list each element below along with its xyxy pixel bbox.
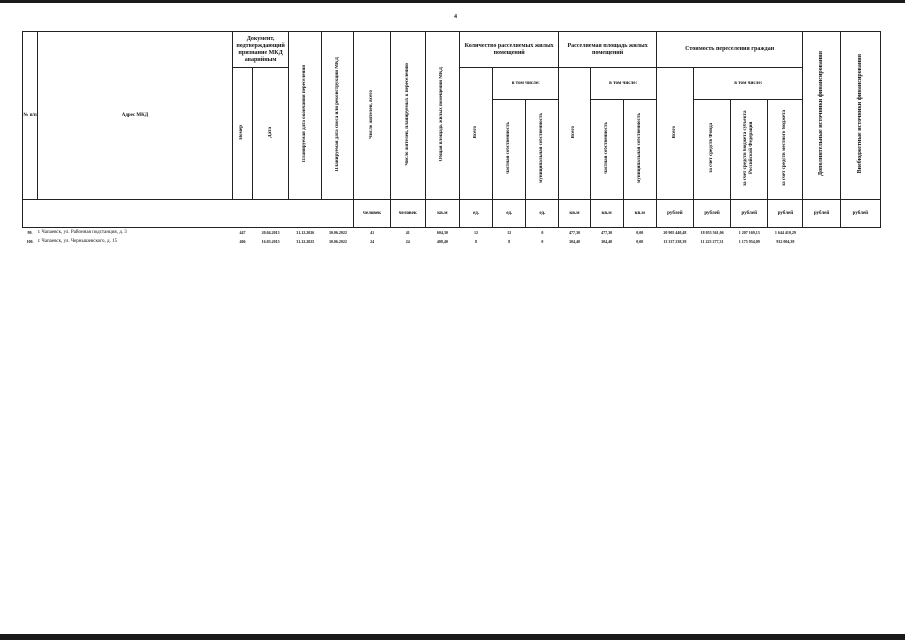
units-spacer [23, 200, 354, 228]
header-residents-planned: Число жителей, планируемых к переселению [390, 32, 425, 200]
bottom-border-rule [0, 634, 905, 640]
header-row-no: № п/п [23, 32, 38, 200]
row-doc-date: 16.03.2015 [261, 238, 280, 244]
header-rooms-private: частная собственность [493, 100, 526, 200]
top-border-rule [0, 0, 905, 3]
row-address: г. Чапаевск, ул. Районная подстанция, д. 3 [37, 229, 127, 235]
row-residents-total: 41 [370, 229, 375, 235]
row-address: г. Чапаевск, ул. Чернышевского, д. 15 [37, 238, 118, 244]
row-number: 100. [26, 238, 34, 244]
row-extrabudget [840, 228, 880, 237]
unit-cost-fund: рублей [693, 200, 730, 228]
page-number: 4 [454, 14, 457, 20]
row-rooms-private: 8 [508, 238, 511, 244]
row-rooms-private: 12 [507, 229, 512, 235]
unit-residents-total: человек [354, 200, 390, 228]
header-area-group: Расселяемая площадь жилых помещений [559, 32, 656, 68]
header-extra-sources: Дополнительные источники финансирования [803, 32, 840, 200]
row-area-private: 477,30 [601, 229, 613, 235]
row-end-date: 31.12.2026 [296, 229, 315, 235]
unit-cost-total: рублей [656, 200, 693, 228]
header-rooms-municipal: муниципальная собственность [526, 100, 559, 200]
header-rooms-group: Количество расселяемых жилых помещений [459, 32, 558, 68]
row-cost-total: 20 905 440,48 [663, 229, 687, 235]
row-doc-number: 406 [239, 238, 246, 244]
header-planned-end-date: Планируемая дата окончания переселения [289, 32, 322, 200]
header-extrabudget-sources: Внебюджетные источники финансирования [840, 32, 880, 200]
unit-area-municipal: кв.м [623, 200, 656, 228]
row-extra [803, 237, 840, 246]
header-cost-fund: за счет средств Фонда [693, 100, 730, 200]
row-residents-total: 24 [370, 238, 375, 244]
unit-extrabudget: рублей [840, 200, 880, 228]
row-area-municipal: 0,00 [636, 229, 644, 235]
row-area-total: 304,40 [568, 238, 580, 244]
row-rooms-total: 8 [475, 238, 478, 244]
unit-rooms-private: ед. [493, 200, 526, 228]
row-rooms-municipal: 0 [541, 238, 544, 244]
row-end-date: 31.12.2025 [296, 238, 315, 244]
header-planned-demolition-date: Планируемая дата сноса или реконструкции МКД [322, 32, 354, 200]
header-doc-number: Номер [232, 68, 252, 200]
header-cost-group: Стоимость переселения граждан [656, 32, 803, 68]
header-cost-incl: в том числе: [693, 68, 803, 100]
table-row [23, 237, 881, 246]
row-demolition-date: 30.06.2022 [328, 229, 347, 235]
row-area-municipal: 0,00 [636, 238, 644, 244]
unit-cost-subject: рублей [731, 200, 768, 228]
header-doc-date: Дата [253, 68, 289, 200]
header-area-municipal: муниципальная собственность [623, 100, 656, 200]
header-total-area: Общая площадь жилых помещений МКД [425, 32, 459, 200]
row-extrabudget [840, 237, 880, 246]
row-doc-date: 20.04.2015 [261, 229, 280, 235]
header-rooms-incl: в том числе: [493, 68, 559, 100]
row-residents-planned: 24 [405, 238, 410, 244]
row-cost-local: 1 644 410,29 [774, 229, 796, 235]
row-total-area: 604,30 [436, 229, 448, 235]
unit-rooms-municipal: ед. [526, 200, 559, 228]
header-area-incl: в том числе: [590, 68, 656, 100]
header-cost-total: Всего [656, 68, 693, 200]
header-area-private: частная собственность [590, 100, 623, 200]
row-cost-subject: 1 207 169,13 [738, 229, 760, 235]
header-rooms-total: Всего [459, 68, 492, 200]
row-cost-local: 932 004,39 [776, 238, 795, 244]
row-rooms-total: 12 [474, 229, 479, 235]
resettlement-table [22, 31, 881, 246]
header-cost-local: за счет средств местного бюджета [768, 100, 803, 200]
row-extra [803, 228, 840, 237]
row-cost-fund: 18 053 561,06 [700, 229, 724, 235]
header-area-total: Всего [559, 68, 590, 200]
unit-area-private: кв.м [590, 200, 623, 228]
row-residents-planned: 41 [405, 229, 410, 235]
table-row [23, 228, 881, 237]
row-cost-total: 13 337 238,39 [663, 238, 687, 244]
row-area-private: 304,40 [601, 238, 613, 244]
header-address: Адрес МКД [38, 32, 233, 200]
row-cost-fund: 11 223 277,31 [700, 238, 724, 244]
row-rooms-municipal: 0 [541, 229, 544, 235]
row-demolition-date: 30.06.2022 [328, 238, 347, 244]
unit-residents-planned: человек [390, 200, 425, 228]
header-document-group: Документ, подтверждающий признание МКД аварийным [232, 32, 288, 68]
row-doc-number: 447 [239, 229, 246, 235]
header-residents-total: Число жителей, всего [354, 32, 390, 200]
unit-area-total: кв.м [559, 200, 590, 228]
row-area-total: 477,30 [568, 229, 580, 235]
header-cost-subject: за счет средств бюджета субъекта Российской Федерации [731, 100, 768, 200]
units-row [23, 200, 881, 228]
unit-extra: рублей [803, 200, 840, 228]
row-cost-subject: 1 175 954,09 [738, 238, 760, 244]
unit-rooms-total: ед. [459, 200, 492, 228]
unit-total-area: кв.м [425, 200, 459, 228]
unit-cost-local: рублей [768, 200, 803, 228]
row-total-area: 408,40 [436, 238, 448, 244]
row-number: 99. [27, 229, 33, 235]
